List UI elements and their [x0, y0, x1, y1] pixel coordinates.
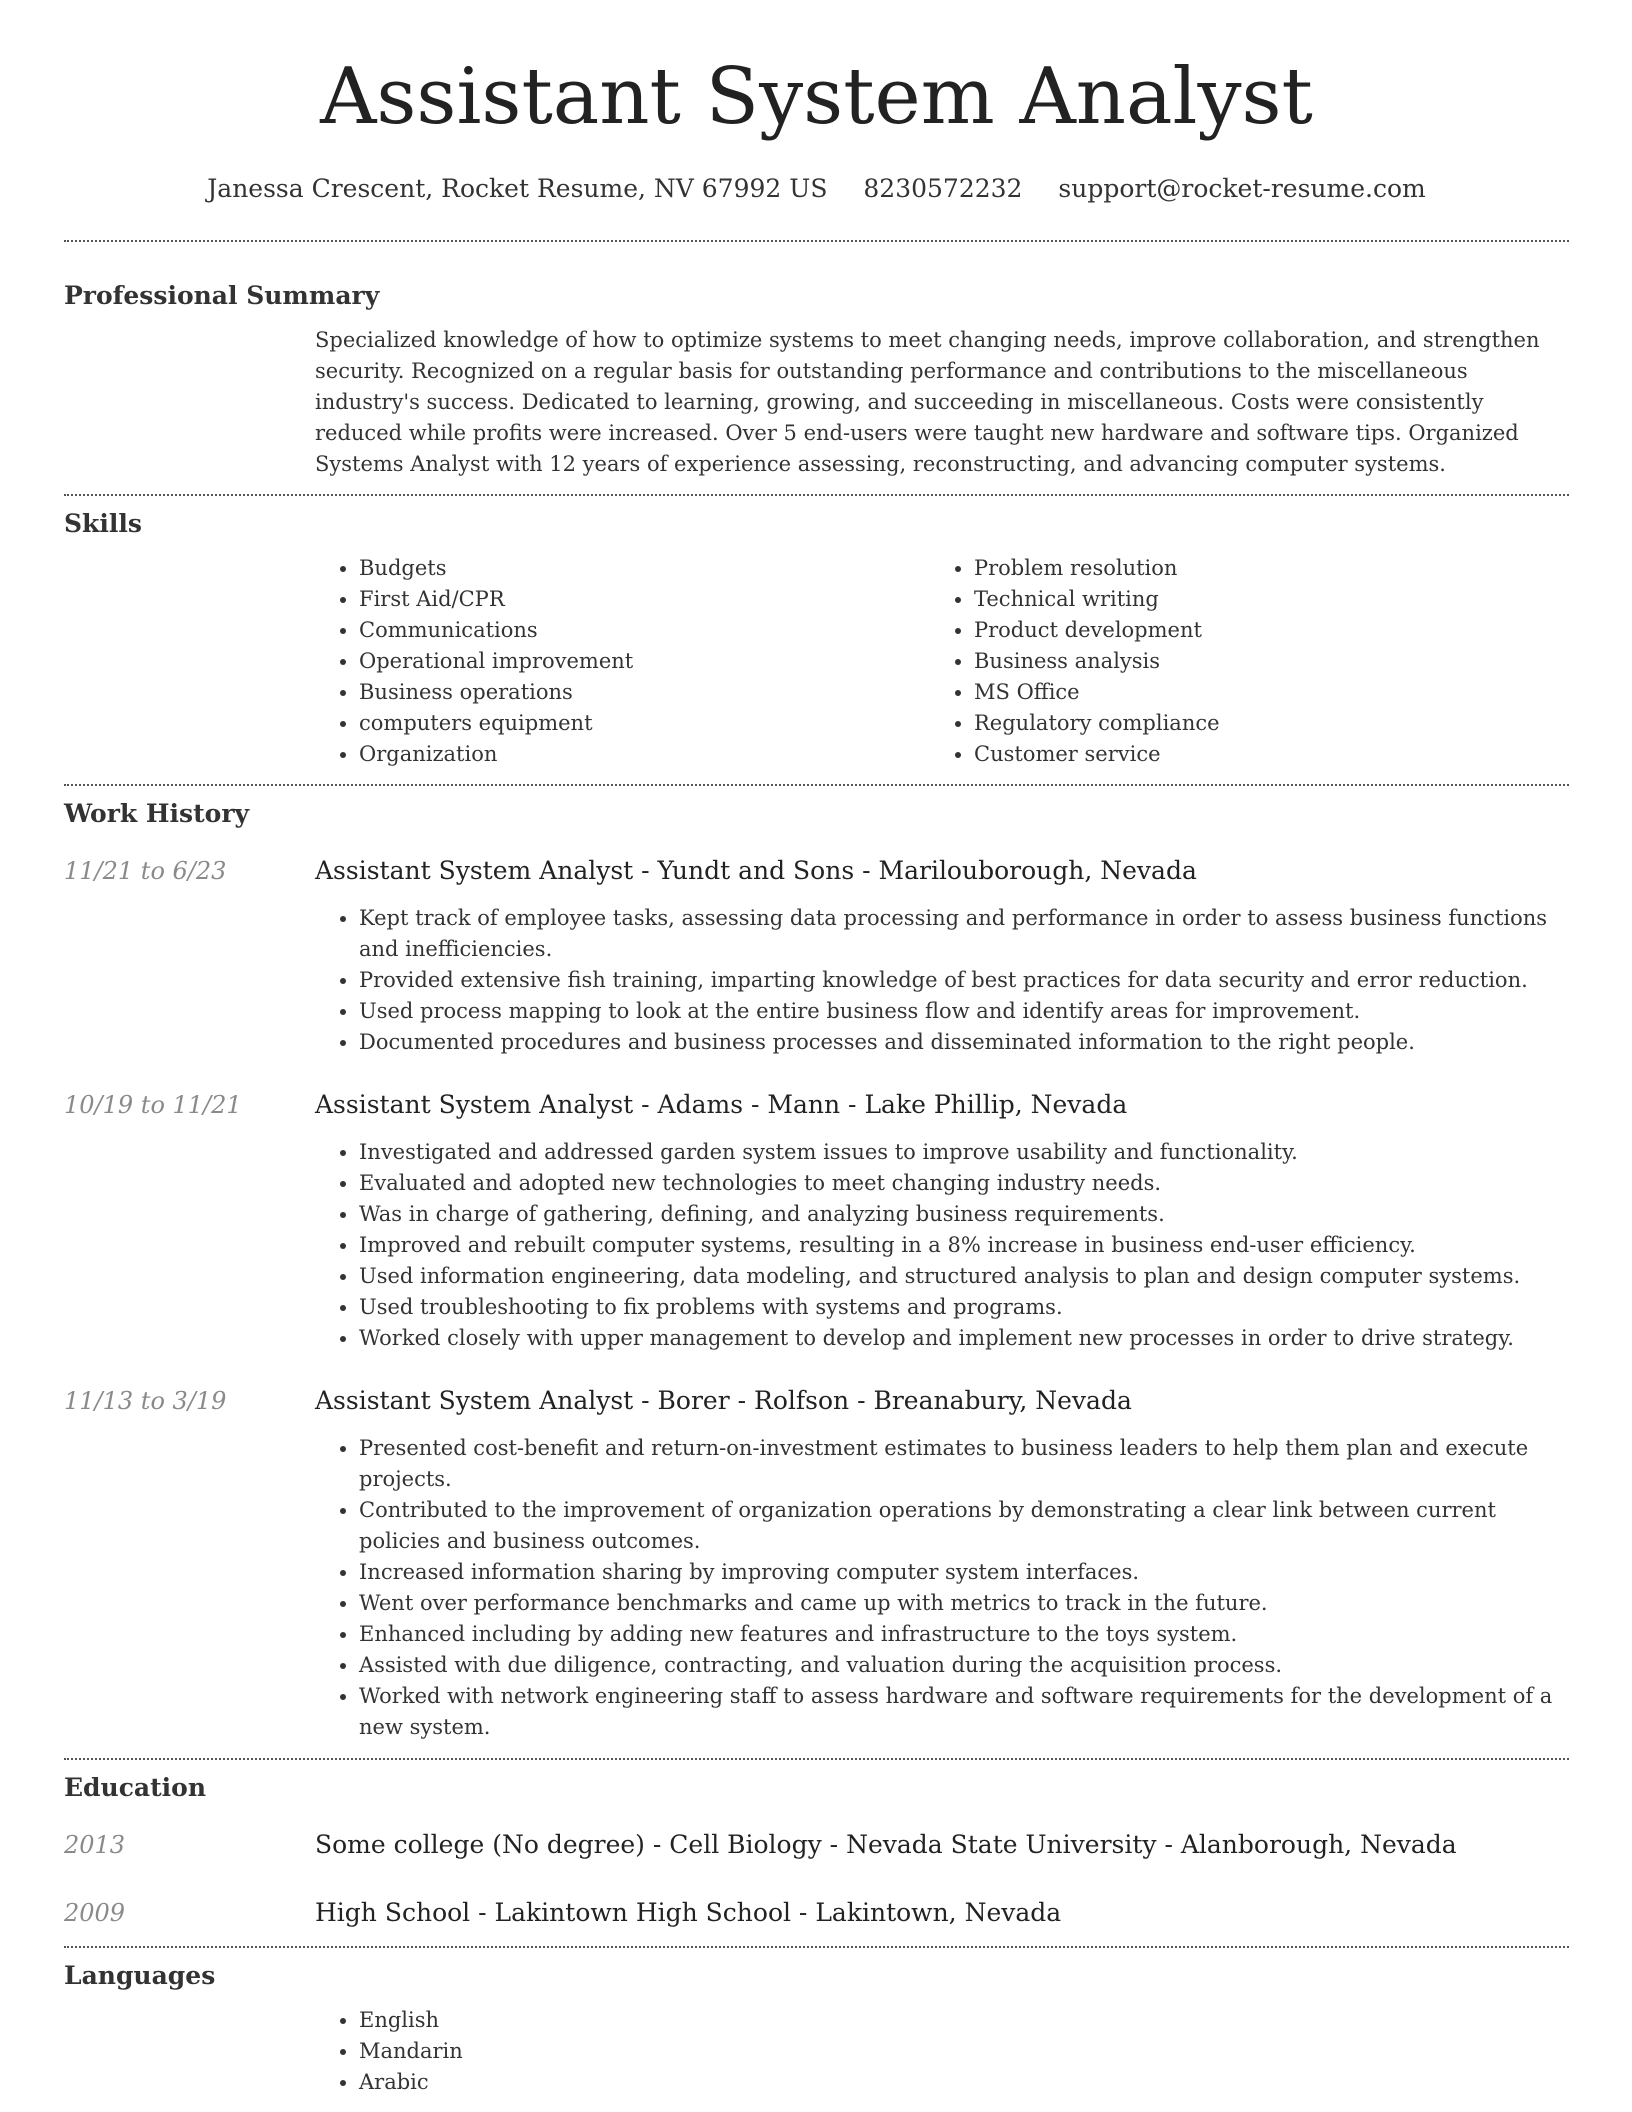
- summary-text: Specialized knowledge of how to optimize systems to meet changing needs, improve collaboration, and strengthen security. Recognized on a regular basis for outstanding performance and contributions to the miscellaneous industry's success. Dedicated to learning, growing, and succeeding in miscellaneous. Costs were consistently reduced while profits were increased. Over 5 end-users were taught new hardware and software tips. Organized Systems Analyst with 12 years of experience assessing, reconstructing, and advancing computer systems.: [315, 328, 1540, 476]
- skill-item: • Regulatory compliance: [974, 708, 1545, 739]
- resume-title: Assistant System Analyst: [320, 52, 1313, 142]
- job-bullet: • Worked closely with upper management to develop and implement new processes in order to drive strategy.: [359, 1323, 1569, 1354]
- skill-item: • Organization: [359, 739, 930, 770]
- job-title: Assistant System Analyst - Yundt and Sons - Marilouborough, Nevada: [315, 856, 1197, 885]
- job-bullet: • Worked with network engineering staff to assess hardware and software requirements for the development of a new system.: [359, 1681, 1569, 1743]
- job-bullets: [315, 1433, 1569, 1743]
- education-section: [64, 1760, 1569, 1930]
- skill-item: • Technical writing: [974, 584, 1545, 615]
- skill-item: • Problem resolution: [974, 553, 1545, 584]
- skills-list-right: [930, 553, 1545, 770]
- job-dates: 11/13 to 3/19: [64, 1387, 227, 1415]
- skill-item: • Operational improvement: [359, 646, 930, 677]
- skill-item: • Business analysis: [974, 646, 1545, 677]
- skills-heading: Skills: [64, 509, 142, 538]
- skill-item: • Product development: [974, 615, 1545, 646]
- job-bullet: • Evaluated and adopted new technologies to meet changing industry needs.: [359, 1168, 1569, 1199]
- education-heading: Education: [64, 1773, 207, 1802]
- summary-heading: Professional Summary: [64, 281, 380, 310]
- skill-item: • computers equipment: [359, 708, 930, 739]
- job-bullet: • Investigated and addressed garden system issues to improve usability and functionality.: [359, 1137, 1569, 1168]
- language-item: • Mandarin: [359, 2036, 1569, 2067]
- education-entry: [64, 1896, 1569, 1930]
- education-text: High School - Lakintown High School - Lakintown, Nevada: [315, 1898, 1062, 1927]
- language-item: • Arabic: [359, 2067, 1569, 2098]
- education-year: 2009: [64, 1899, 126, 1927]
- skill-item: • Business operations: [359, 677, 930, 708]
- skills-list-left: [315, 553, 930, 770]
- job-dates: 10/19 to 11/21: [64, 1091, 242, 1119]
- languages-heading: Languages: [64, 1961, 216, 1990]
- job-dates: 11/21 to 6/23: [64, 857, 227, 885]
- summary-section: [64, 242, 1569, 480]
- job-entry: [64, 1088, 1569, 1354]
- education-entry: [64, 1828, 1569, 1862]
- job-bullets: [315, 1137, 1569, 1354]
- job-bullet: • Enhanced including by adding new features and infrastructure to the toys system.: [359, 1619, 1569, 1650]
- contact-phone: 8230572232: [863, 174, 1023, 203]
- language-item: • English: [359, 2005, 1569, 2036]
- skill-item: • First Aid/CPR: [359, 584, 930, 615]
- skill-item: • Customer service: [974, 739, 1545, 770]
- job-bullet: • Contributed to the improvement of organization operations by demonstrating a clear link between current policies and business outcomes.: [359, 1495, 1569, 1557]
- languages-section: [64, 1948, 1569, 2098]
- education-year: 2013: [64, 1831, 126, 1859]
- job-bullet: • Went over performance benchmarks and came up with metrics to track in the future.: [359, 1588, 1569, 1619]
- job-bullet: • Used information engineering, data modeling, and structured analysis to plan and design computer systems.: [359, 1261, 1569, 1292]
- skills-section: [64, 496, 1569, 770]
- job-bullet: • Was in charge of gathering, defining, and analyzing business requirements.: [359, 1199, 1569, 1230]
- job-entry: [64, 1384, 1569, 1743]
- job-bullet: • Increased information sharing by improving computer system interfaces.: [359, 1557, 1569, 1588]
- job-bullet: • Provided extensive fish training, imparting knowledge of best practices for data security and error reduction.: [359, 965, 1569, 996]
- contact-line: [64, 172, 1569, 206]
- education-text: Some college (No degree) - Cell Biology - Nevada State University - Alanborough, Nevada: [315, 1830, 1457, 1859]
- job-bullet: • Used troubleshooting to fix problems with systems and programs.: [359, 1292, 1569, 1323]
- skill-item: • MS Office: [974, 677, 1545, 708]
- job-bullet: • Assisted with due diligence, contracting, and valuation during the acquisition process.: [359, 1650, 1569, 1681]
- job-title: Assistant System Analyst - Adams - Mann - Lake Phillip, Nevada: [315, 1090, 1128, 1119]
- skill-item: • Communications: [359, 615, 930, 646]
- job-bullet: • Improved and rebuilt computer systems, resulting in a 8% increase in business end-user efficiency.: [359, 1230, 1569, 1261]
- contact-address: Janessa Crescent, Rocket Resume, NV 67992 US: [207, 174, 828, 203]
- work-section: [64, 786, 1569, 1743]
- job-bullets: [315, 903, 1569, 1058]
- job-title: Assistant System Analyst - Borer - Rolfson - Breanabury, Nevada: [315, 1386, 1132, 1415]
- resume-page: [64, 0, 1569, 2098]
- contact-email: support@rocket-resume.com: [1058, 174, 1426, 203]
- job-bullet: • Documented procedures and business processes and disseminated information to the right people.: [359, 1027, 1569, 1058]
- job-bullet: • Kept track of employee tasks, assessing data processing and performance in order to assess business functions and inefficiencies.: [359, 903, 1569, 965]
- languages-list: [315, 2005, 1569, 2098]
- work-heading: Work History: [64, 799, 250, 828]
- skills-grid: [315, 553, 1569, 770]
- job-bullet: • Used process mapping to look at the entire business flow and identify areas for improvement.: [359, 996, 1569, 1027]
- skill-item: • Budgets: [359, 553, 930, 584]
- job-bullet: • Presented cost-benefit and return-on-investment estimates to business leaders to help them plan and execute projects.: [359, 1433, 1569, 1495]
- job-entry: [64, 854, 1569, 1058]
